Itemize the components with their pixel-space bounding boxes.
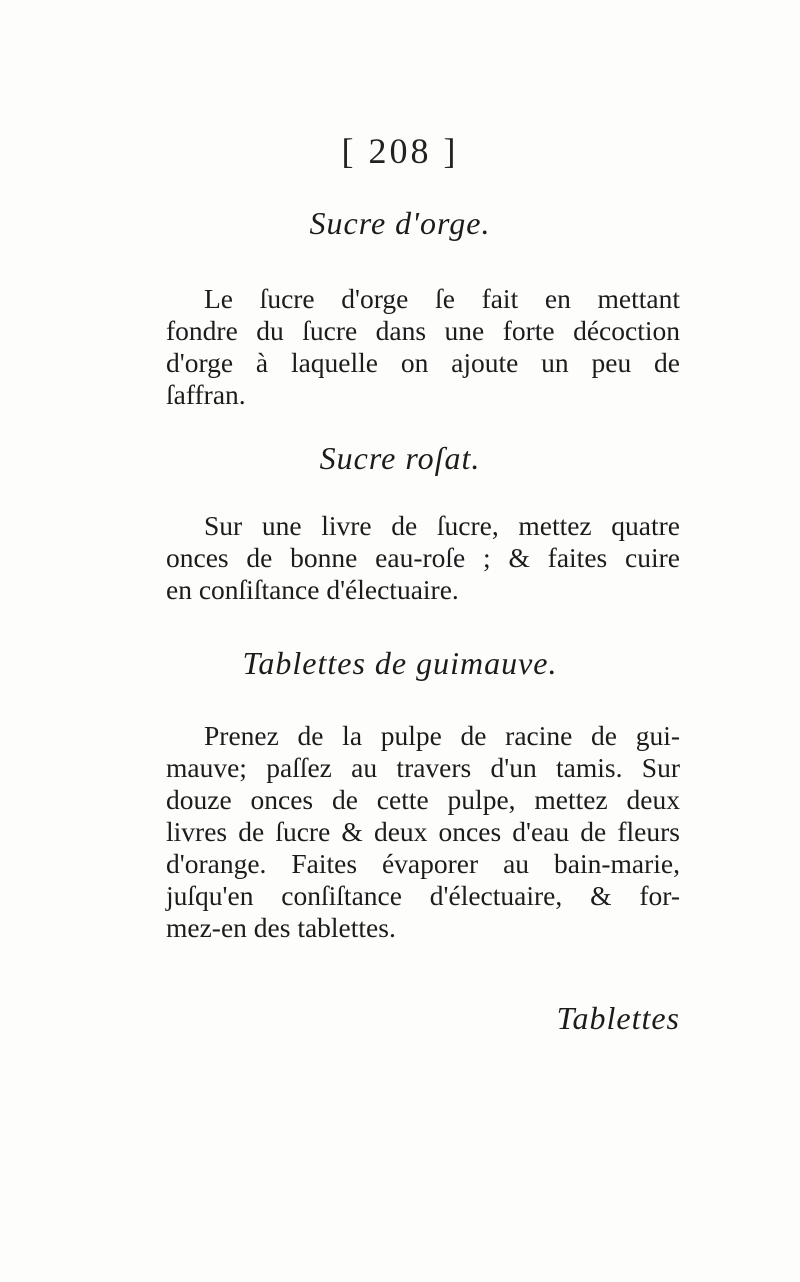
text-line: juſqu'en conſiſtance d'électuaire, & for- — [166, 880, 680, 911]
section-text-sucre-d-orge — [166, 283, 680, 411]
text-line: Prenez de la pulpe de racine de gui- — [204, 720, 680, 751]
text-line: onces de bonne eau-roſe ; & faites cuire — [166, 542, 680, 573]
section-text-sucre-rosat — [166, 510, 680, 606]
section-heading-sucre-rosat: Sucre roſat. — [319, 440, 481, 476]
text-line: en conſiſtance d'électuaire. — [166, 574, 459, 605]
catchword: Tablettes — [556, 1000, 680, 1036]
text-line: Le ſucre d'orge ſe fait en mettant — [204, 283, 680, 314]
section-heading-sucre-d-orge: Sucre d'orge. — [309, 205, 491, 241]
page-number: [ 208 ] — [341, 131, 459, 171]
text-line: mauve; paſſez au travers d'un tamis. Sur — [166, 752, 680, 783]
text-line: livres de ſucre & deux onces d'eau de fleurs — [166, 816, 680, 847]
section-heading-tablettes-de-guimauve: Tablettes de guimauve. — [242, 645, 558, 681]
section-text-tablettes-de-guimauve — [166, 720, 680, 944]
text-line: douze onces de cette pulpe, mettez deux — [166, 784, 680, 815]
text-line: Sur une livre de ſucre, mettez quatre — [204, 510, 680, 541]
text-line: d'orange. Faites évaporer au bain-marie, — [166, 848, 680, 879]
text-line: d'orge à laquelle on ajoute un peu de — [166, 347, 680, 378]
text-line: ſaffran. — [166, 379, 246, 410]
text-line: mez-en des tablettes. — [166, 912, 396, 943]
text-line: fondre du ſucre dans une forte décoction — [166, 315, 680, 346]
